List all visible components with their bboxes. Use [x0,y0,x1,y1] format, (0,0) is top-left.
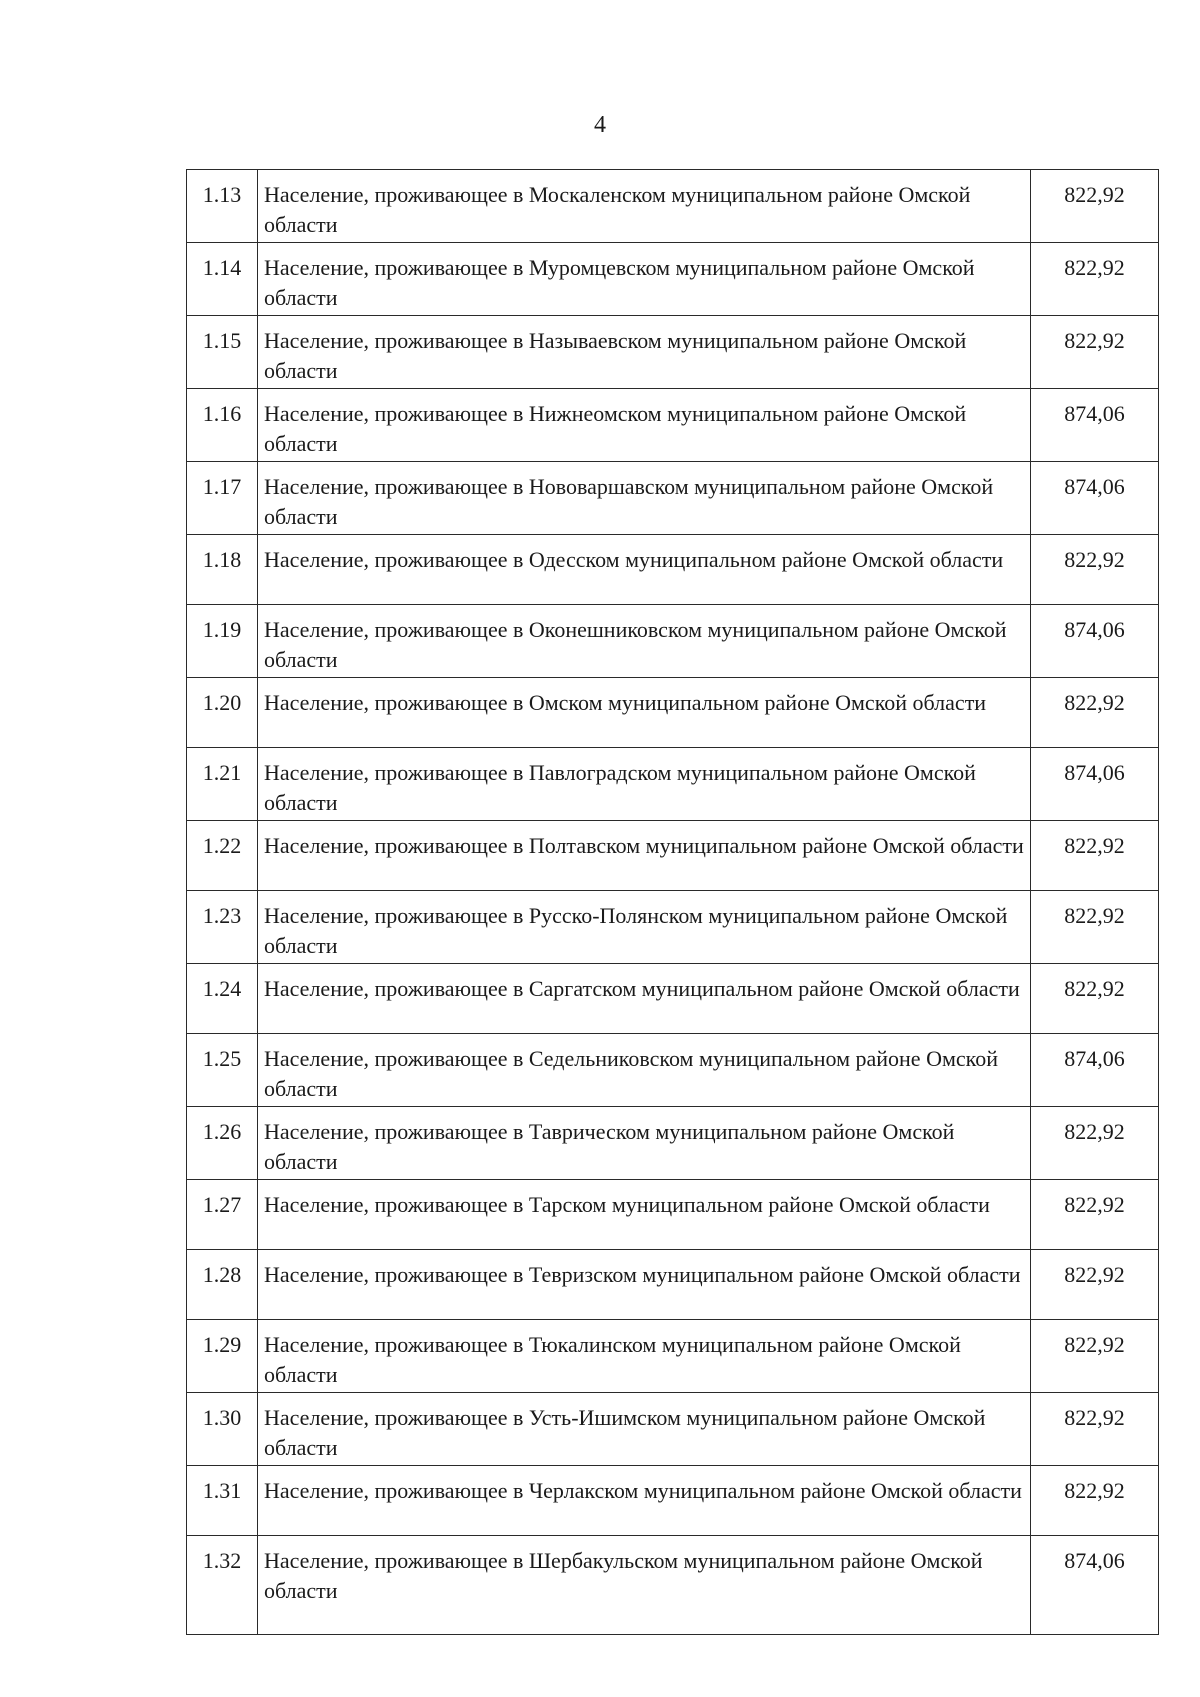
row-description: Население, проживающее в Оконешниковском муниципальном районе Омской области [258,605,1031,678]
table-row [187,1250,1159,1320]
row-value: 822,92 [1031,170,1159,243]
table-row [187,1536,1159,1635]
row-value: 822,92 [1031,821,1159,891]
row-value: 822,92 [1031,1107,1159,1180]
row-value: 874,06 [1031,462,1159,535]
row-number: 1.15 [187,316,258,389]
row-description: Население, проживающее в Нововаршавском муниципальном районе Омской области [258,462,1031,535]
row-number: 1.31 [187,1466,258,1536]
row-number: 1.17 [187,462,258,535]
table-row [187,821,1159,891]
table-row [187,170,1159,243]
row-value: 822,92 [1031,1180,1159,1250]
table-row [187,1320,1159,1393]
page-number: 4 [594,112,606,138]
row-description: Население, проживающее в Таврическом муниципальном районе Омской области [258,1107,1031,1180]
table-row [187,535,1159,605]
row-number: 1.24 [187,964,258,1034]
row-description: Население, проживающее в Называевском муниципальном районе Омской области [258,316,1031,389]
row-description: Население, проживающее в Нижнеомском муниципальном районе Омской области [258,389,1031,462]
row-number: 1.26 [187,1107,258,1180]
row-value: 822,92 [1031,1250,1159,1320]
table-row [187,964,1159,1034]
table-row [187,316,1159,389]
row-description: Население, проживающее в Тарском муниципальном районе Омской области [258,1180,1031,1250]
row-description: Население, проживающее в Усть-Ишимском муниципальном районе Омской области [258,1393,1031,1466]
row-value: 822,92 [1031,1393,1159,1466]
tariff-table [186,169,1159,1635]
row-description: Население, проживающее в Саргатском муниципальном районе Омской области [258,964,1031,1034]
row-description: Население, проживающее в Русско-Полянском муниципальном районе Омской области [258,891,1031,964]
row-value: 874,06 [1031,1536,1159,1635]
row-number: 1.16 [187,389,258,462]
row-description: Население, проживающее в Москаленском муниципальном районе Омской области [258,170,1031,243]
table-row [187,678,1159,748]
row-description: Население, проживающее в Тевризском муниципальном районе Омской области [258,1250,1031,1320]
row-description: Население, проживающее в Омском муниципальном районе Омской области [258,678,1031,748]
table-row [187,1034,1159,1107]
table-row [187,1393,1159,1466]
row-description: Население, проживающее в Павлоградском муниципальном районе Омской области [258,748,1031,821]
row-number: 1.22 [187,821,258,891]
table-row [187,462,1159,535]
row-value: 822,92 [1031,891,1159,964]
row-value: 822,92 [1031,535,1159,605]
row-value: 822,92 [1031,1466,1159,1536]
table-row [187,389,1159,462]
row-description: Население, проживающее в Седельниковском муниципальном районе Омской области [258,1034,1031,1107]
table-row [187,605,1159,678]
row-value: 874,06 [1031,1034,1159,1107]
table-row [187,1466,1159,1536]
tariff-table-body [187,170,1159,1635]
row-description: Население, проживающее в Одесском муниципальном районе Омской области [258,535,1031,605]
row-description: Население, проживающее в Тюкалинском муниципальном районе Омской области [258,1320,1031,1393]
table-row [187,891,1159,964]
table-row [187,243,1159,316]
row-value: 822,92 [1031,964,1159,1034]
row-value: 874,06 [1031,605,1159,678]
row-value: 822,92 [1031,243,1159,316]
row-value: 822,92 [1031,1320,1159,1393]
row-number: 1.27 [187,1180,258,1250]
table-row [187,1107,1159,1180]
row-number: 1.20 [187,678,258,748]
row-number: 1.30 [187,1393,258,1466]
row-description: Население, проживающее в Шербакульском муниципальном районе Омской области [258,1536,1031,1635]
row-number: 1.18 [187,535,258,605]
row-value: 874,06 [1031,389,1159,462]
row-value: 874,06 [1031,748,1159,821]
row-number: 1.21 [187,748,258,821]
row-description: Население, проживающее в Черлакском муниципальном районе Омской области [258,1466,1031,1536]
row-number: 1.13 [187,170,258,243]
row-number: 1.32 [187,1536,258,1635]
row-number: 1.28 [187,1250,258,1320]
row-number: 1.14 [187,243,258,316]
row-value: 822,92 [1031,678,1159,748]
row-number: 1.19 [187,605,258,678]
row-number: 1.29 [187,1320,258,1393]
table-row [187,1180,1159,1250]
row-value: 822,92 [1031,316,1159,389]
row-number: 1.23 [187,891,258,964]
row-number: 1.25 [187,1034,258,1107]
table-row [187,748,1159,821]
row-description: Население, проживающее в Полтавском муниципальном районе Омской области [258,821,1031,891]
row-description: Население, проживающее в Муромцевском муниципальном районе Омской области [258,243,1031,316]
